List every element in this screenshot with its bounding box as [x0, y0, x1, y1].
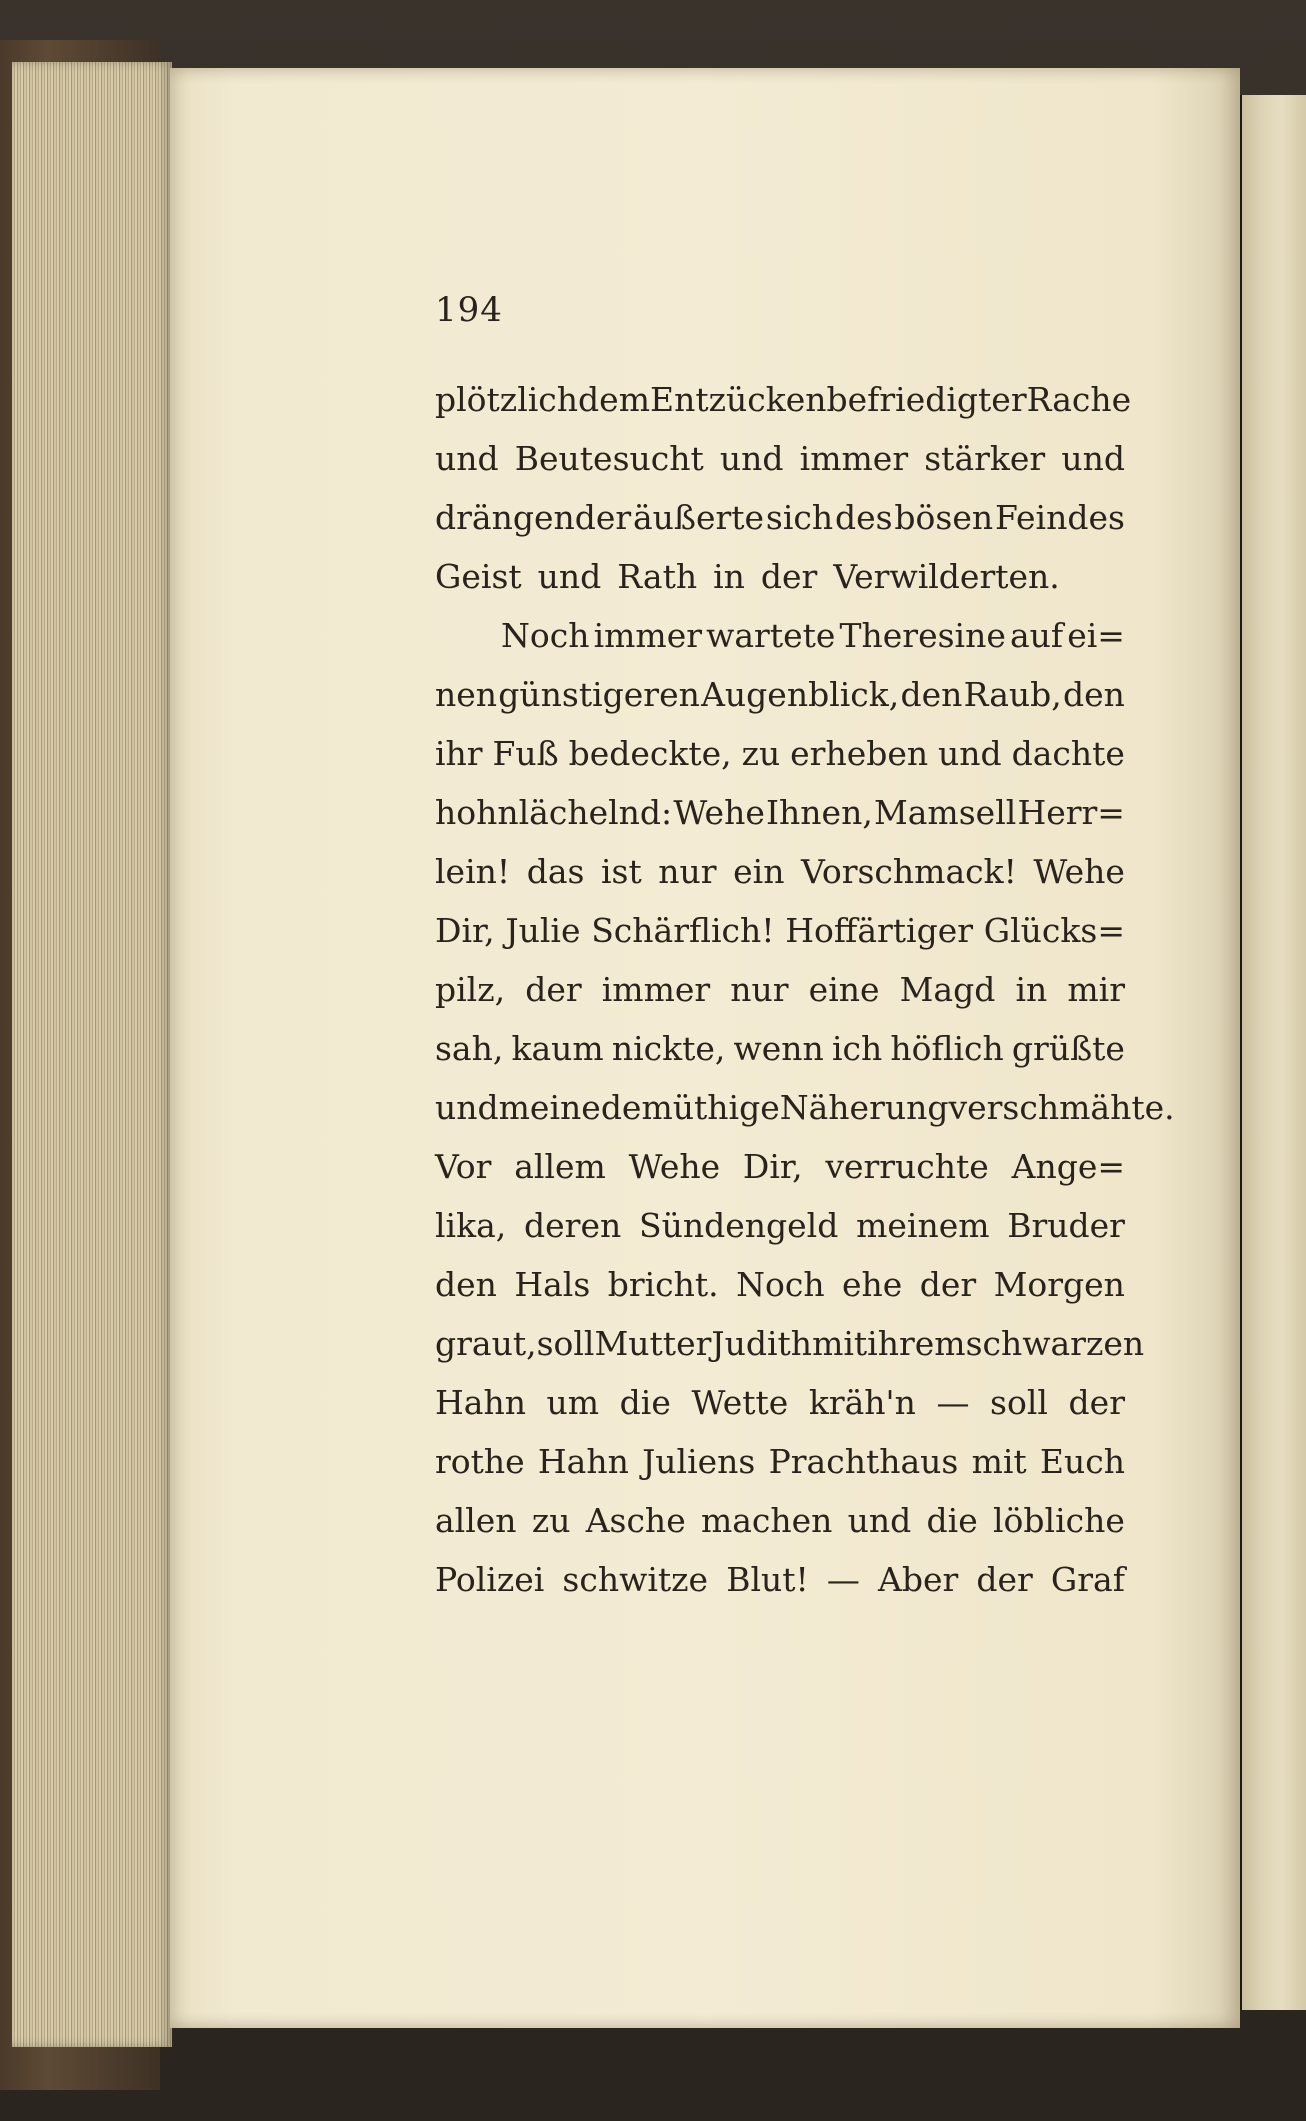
word: günstigeren [498, 675, 700, 714]
word: der [525, 970, 582, 1009]
word: ihr [435, 734, 483, 773]
word: nen [435, 675, 498, 714]
word: meinem [856, 1206, 990, 1245]
word: erheben [790, 734, 929, 773]
word: Näherung [779, 1088, 949, 1127]
word: Graf [1050, 1560, 1125, 1599]
word: Hoffärtiger [785, 911, 974, 950]
text-line [435, 1373, 1125, 1432]
word: Dir, [435, 911, 495, 950]
word: Julie [505, 911, 581, 950]
text-line [435, 606, 1125, 665]
word: wartete [706, 616, 836, 655]
word: verschmähte. [948, 1088, 1175, 1127]
word: stärker [924, 439, 1046, 478]
text-line [435, 1550, 1125, 1609]
word: ehe [842, 1265, 903, 1304]
word: Noch [501, 616, 590, 655]
word: Magd [899, 970, 996, 1009]
text-line [435, 1432, 1125, 1491]
text-line [435, 1137, 1125, 1196]
word: Wehe [673, 793, 765, 832]
word: pilz, [435, 970, 506, 1009]
word: Judith [711, 1324, 813, 1363]
word: die [926, 1501, 978, 1540]
word: Hals [514, 1265, 591, 1304]
word: nur [730, 970, 789, 1009]
word: und [1061, 439, 1125, 478]
text-line [435, 1314, 1145, 1373]
word: den [900, 675, 963, 714]
word: Ange= [1011, 1147, 1125, 1186]
word: zu [531, 1501, 571, 1540]
word: ei= [1067, 616, 1125, 655]
text-line [435, 1078, 1175, 1137]
word: machen [700, 1501, 833, 1540]
word: und [435, 439, 499, 478]
text-line [435, 1491, 1125, 1550]
text-line [435, 665, 1125, 724]
word: soll [536, 1324, 595, 1363]
word: äußerte [633, 498, 765, 537]
word: Wette [691, 1383, 789, 1422]
word: Verwilderten. [833, 557, 1060, 596]
word: eine [808, 970, 880, 1009]
word: meine [498, 1088, 601, 1127]
word: Mutter [594, 1324, 712, 1363]
word: nickte, [611, 1029, 726, 1068]
word: Rath [617, 557, 698, 596]
text-line [435, 547, 1125, 606]
word: Fuß [492, 734, 559, 773]
word: der [1068, 1383, 1125, 1422]
word: sich [765, 498, 834, 537]
word: um [546, 1383, 600, 1422]
word: löbliche [993, 1501, 1125, 1540]
word: dachte [1011, 734, 1125, 773]
word: Prachthaus [768, 1442, 959, 1481]
word: und [938, 734, 1002, 773]
word: — [826, 1560, 860, 1599]
word: sah, [435, 1029, 504, 1068]
word: höflich [890, 1029, 1004, 1068]
word: Euch [1039, 1442, 1125, 1481]
word: lein! [435, 852, 511, 891]
word: — [936, 1383, 970, 1422]
page-text [435, 370, 1175, 1609]
word: Hahn [537, 1442, 629, 1481]
word: graut, [435, 1324, 537, 1363]
word: Theresine [839, 616, 1006, 655]
text-line [435, 488, 1125, 547]
text-line [435, 960, 1125, 1019]
text-line [435, 1255, 1125, 1314]
word: des [834, 498, 893, 537]
word: allen [435, 1501, 517, 1540]
word: ich [831, 1029, 883, 1068]
word: ihrem [867, 1324, 966, 1363]
word: mit [971, 1442, 1027, 1481]
text-line [435, 1019, 1125, 1078]
word: und [435, 1088, 499, 1127]
word: grüßte [1011, 1029, 1125, 1068]
word: verruchte [825, 1147, 989, 1186]
word: immer [593, 616, 703, 655]
word: dem [578, 380, 650, 419]
word: Raub, [963, 675, 1062, 714]
text-line [435, 370, 1132, 429]
word: Morgen [993, 1265, 1125, 1304]
word: mit [812, 1324, 868, 1363]
word: immer [799, 439, 909, 478]
word: Sündengeld [638, 1206, 839, 1245]
word: mir [1067, 970, 1125, 1009]
word: der [976, 1560, 1033, 1599]
word: ist [600, 852, 642, 891]
word: den [1063, 675, 1125, 714]
word: bedeckte, [568, 734, 732, 773]
word: zu [741, 734, 781, 773]
word: plötzlich [435, 380, 579, 419]
word: drängender [435, 498, 632, 537]
word: schwarzen [965, 1324, 1145, 1363]
word: Bruder [1007, 1206, 1125, 1245]
word: in [1015, 970, 1048, 1009]
word: Geist [435, 557, 522, 596]
word: Wehe [628, 1147, 721, 1186]
word: und [537, 557, 602, 596]
word: Herr= [1017, 793, 1125, 832]
word: die [619, 1383, 671, 1422]
word: nur [658, 852, 717, 891]
word: bösen [894, 498, 994, 537]
word: demüthige [600, 1088, 780, 1127]
word: Beutesucht [514, 439, 704, 478]
word: Mamsell [873, 793, 1017, 832]
word: Hahn [435, 1383, 526, 1422]
word: und [719, 439, 784, 478]
word: Asche [585, 1501, 686, 1540]
word: Schärflich! [591, 911, 775, 950]
word: Entzücken [650, 380, 827, 419]
text-line [435, 842, 1125, 901]
word: kaum [511, 1029, 604, 1068]
word: schwitze [562, 1560, 709, 1599]
word: Juliens [642, 1442, 756, 1481]
word: und [847, 1501, 912, 1540]
page-number: 194 [435, 290, 503, 330]
text-line [435, 429, 1125, 488]
word: Vor [435, 1147, 492, 1186]
word: in [713, 557, 745, 596]
word: hohnlächelnd: [435, 793, 673, 832]
word: der [760, 557, 818, 596]
word: Rache [1026, 380, 1132, 419]
word: befriedigter [826, 380, 1027, 419]
word: Feindes [994, 498, 1125, 537]
text-line [435, 724, 1125, 783]
word: Blut! [726, 1560, 809, 1599]
word: den [435, 1265, 497, 1304]
word: auf [1009, 616, 1064, 655]
word: Vorschmack! [801, 852, 1017, 891]
word: Dir, [742, 1147, 803, 1186]
text-line [435, 1196, 1125, 1255]
text-line [435, 901, 1125, 960]
word: lika, [435, 1206, 507, 1245]
word: Wehe [1033, 852, 1125, 891]
text-line [435, 783, 1125, 842]
word: soll [990, 1383, 1048, 1422]
word: bricht. [607, 1265, 719, 1304]
word: immer [601, 970, 711, 1009]
word: Glücks= [983, 911, 1125, 950]
word: kräh'n [808, 1383, 916, 1422]
word: Aber [878, 1560, 959, 1599]
word: Polizei [435, 1560, 545, 1599]
word: rothe [435, 1442, 525, 1481]
page-stack-edges [12, 62, 172, 2047]
word: deren [524, 1206, 622, 1245]
word: Ihnen, [766, 793, 873, 832]
word: der [919, 1265, 977, 1304]
word: Noch [736, 1265, 825, 1304]
facing-page-edge [1240, 95, 1306, 2010]
word: allem [514, 1147, 606, 1186]
word: Augenblick, [701, 675, 900, 714]
word: wenn [733, 1029, 824, 1068]
word: das [526, 852, 585, 891]
word: ein [733, 852, 785, 891]
